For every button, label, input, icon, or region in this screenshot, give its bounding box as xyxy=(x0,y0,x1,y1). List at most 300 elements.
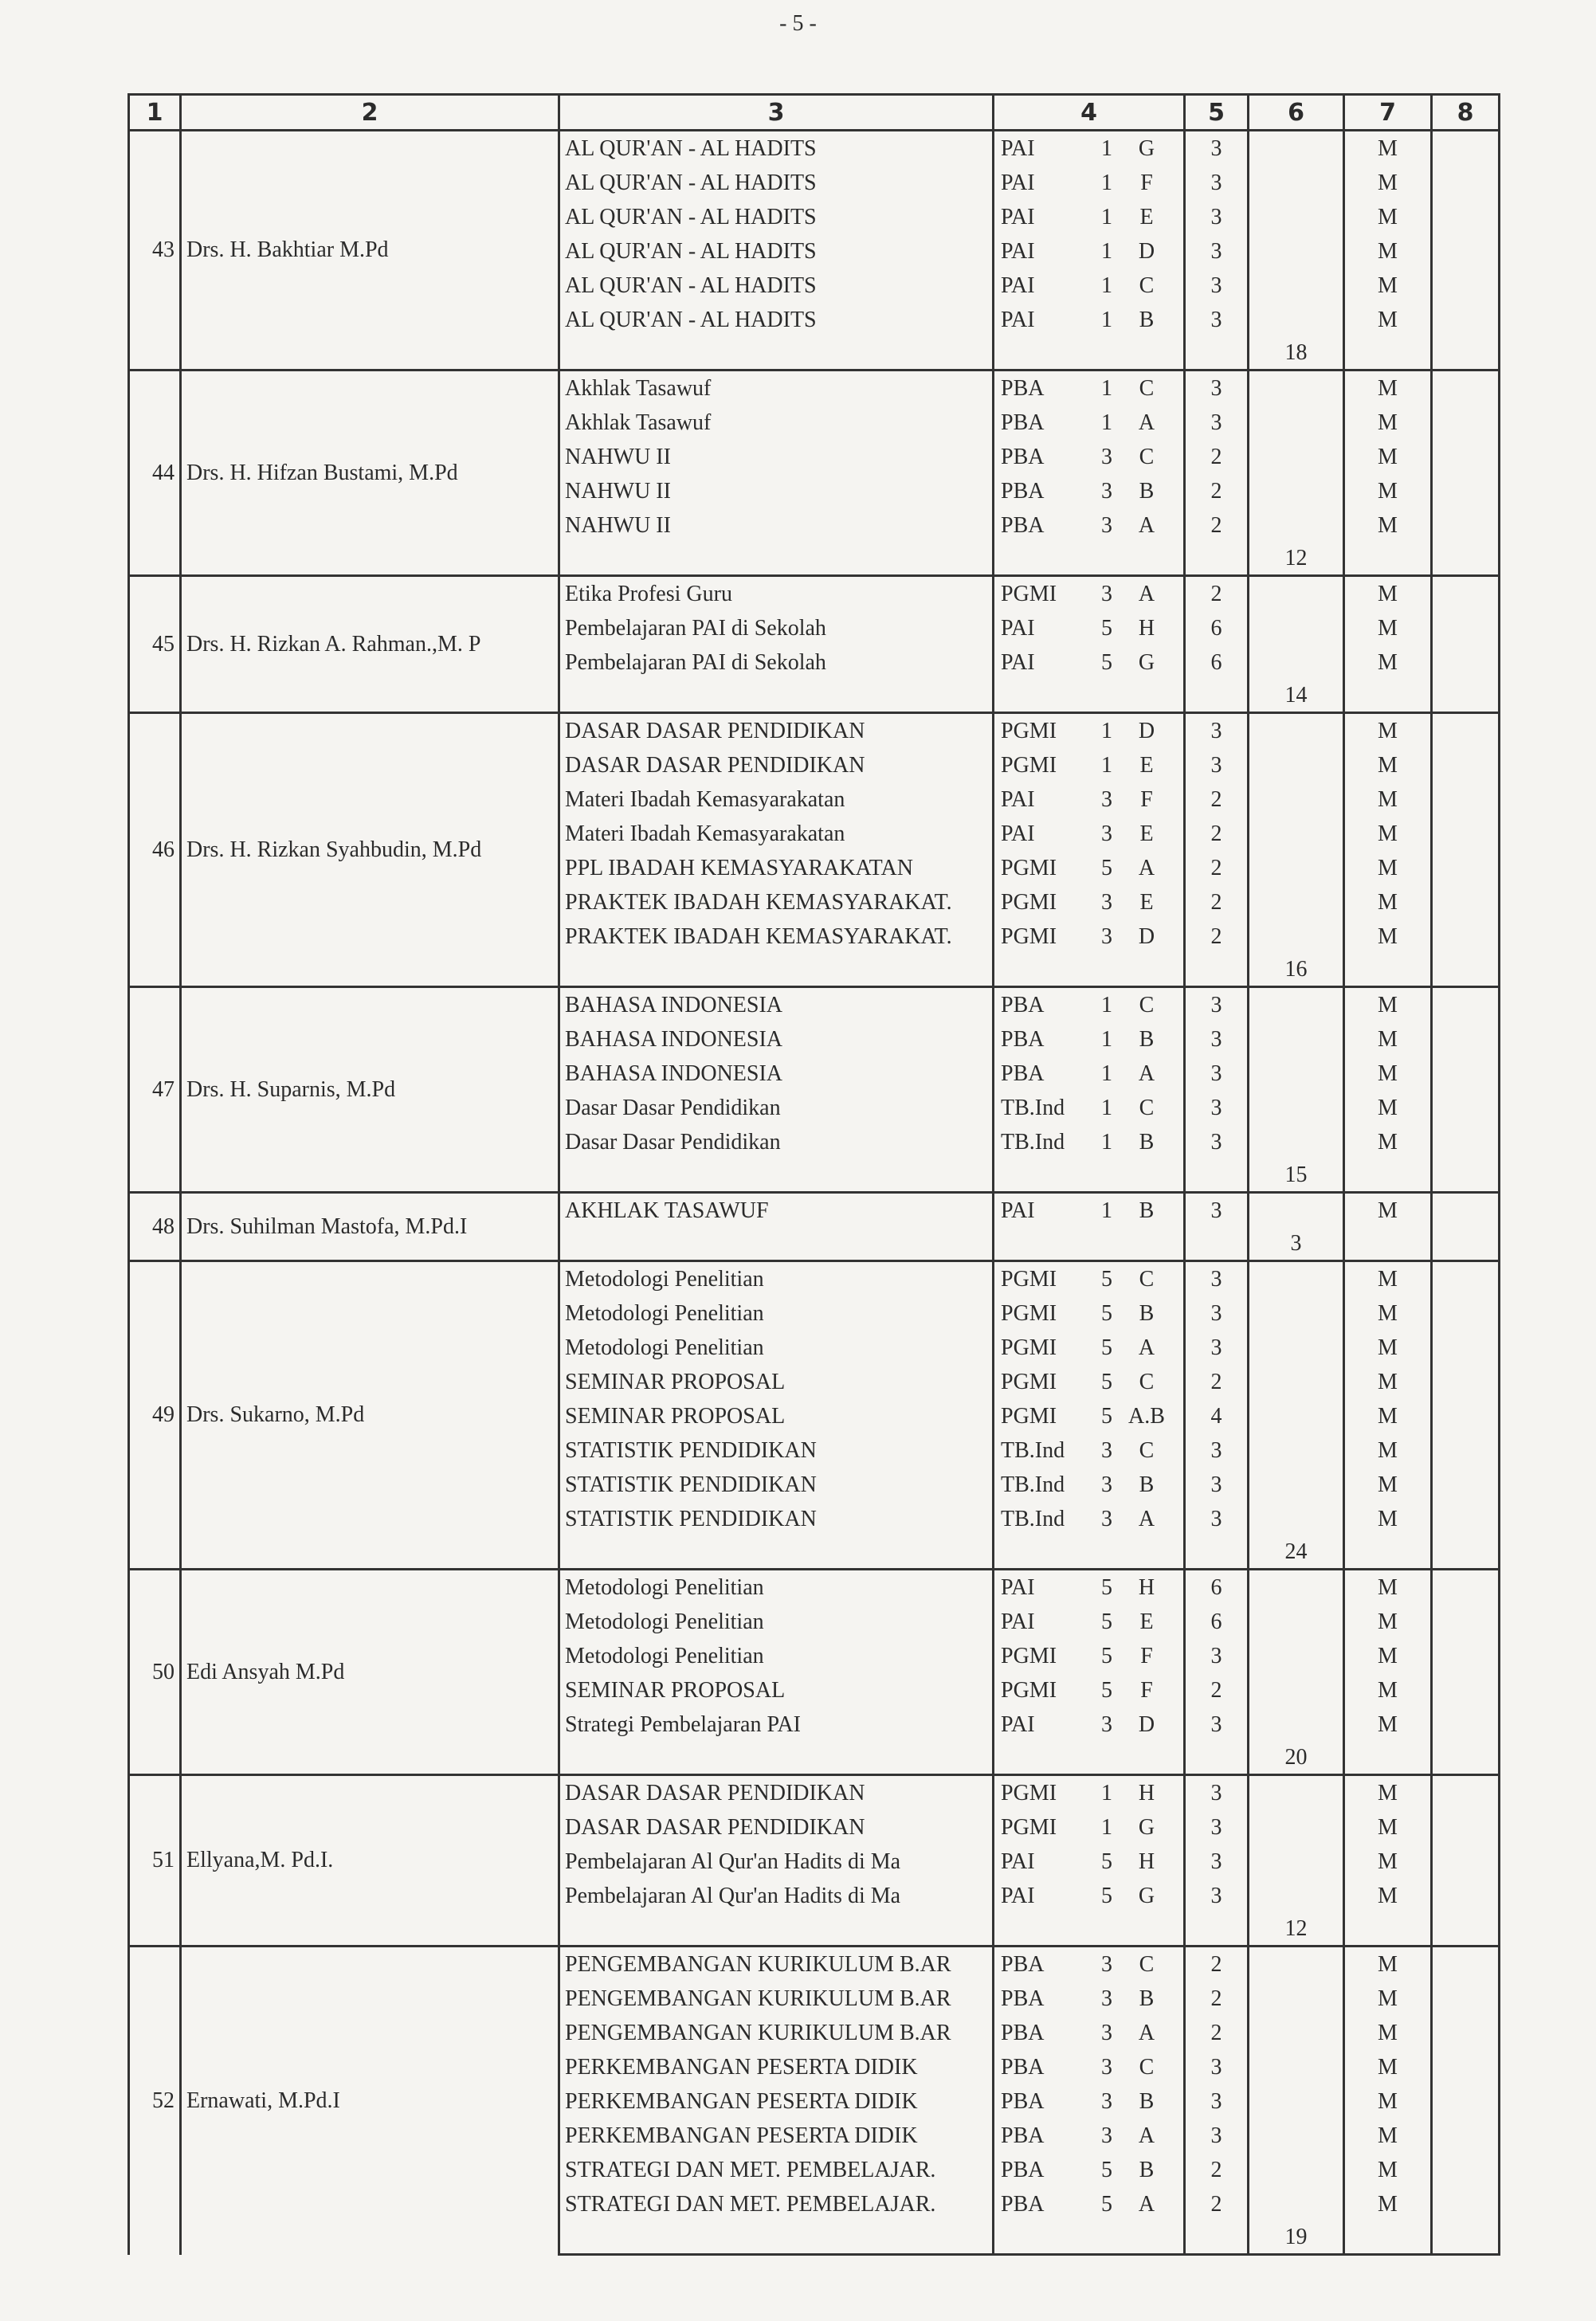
total-empty xyxy=(1249,2016,1344,2050)
class-code: H xyxy=(1138,1574,1155,1600)
total-spacer xyxy=(1185,1742,1249,1775)
class-code: H xyxy=(1138,615,1155,641)
study-program: PBA xyxy=(1001,992,1045,1017)
class-code: C xyxy=(1139,1437,1155,1463)
status-code: M xyxy=(1344,713,1432,749)
class-info xyxy=(994,1468,1185,1502)
status-code: M xyxy=(1344,885,1432,919)
class-info xyxy=(994,782,1185,817)
class-info xyxy=(994,2153,1185,2187)
semester: 5 xyxy=(1101,1643,1112,1668)
remarks-empty xyxy=(1432,303,1500,337)
total-empty xyxy=(1249,1879,1344,1913)
semester: 5 xyxy=(1101,855,1112,880)
credit-sks: 3 xyxy=(1185,1502,1249,1536)
class-info xyxy=(994,200,1185,234)
credit-sks: 3 xyxy=(1185,269,1249,303)
semester: 3 xyxy=(1101,581,1112,606)
total-spacer xyxy=(1185,1228,1249,1261)
remarks-empty xyxy=(1432,1502,1500,1536)
study-program: PAI xyxy=(1001,649,1035,675)
lecturer-name: Edi Ansyah M.Pd xyxy=(181,1570,559,1775)
remarks-empty xyxy=(1432,1125,1500,1159)
course-name: PENGEMBANGAN KURIKULUM B.AR xyxy=(559,2016,994,2050)
study-program: PGMI xyxy=(1001,752,1057,778)
credit-sks: 3 xyxy=(1185,303,1249,337)
remarks-empty xyxy=(1432,1775,1500,1811)
status-code: M xyxy=(1344,1570,1432,1605)
status-code: M xyxy=(1344,440,1432,474)
study-program: TB.Ind xyxy=(1001,1129,1065,1155)
remarks-empty xyxy=(1432,2187,1500,2221)
remarks-empty xyxy=(1432,1673,1500,1707)
class-code: C xyxy=(1139,1095,1155,1120)
total-spacer xyxy=(1344,680,1432,713)
remarks-empty xyxy=(1432,1570,1500,1605)
class-code: A xyxy=(1138,1506,1155,1531)
study-program: PBA xyxy=(1001,2088,1045,2114)
table-row xyxy=(129,713,1500,749)
total-empty xyxy=(1249,782,1344,817)
study-program: PAI xyxy=(1001,615,1035,641)
semester: 5 xyxy=(1101,1335,1112,1360)
class-info xyxy=(994,1433,1185,1468)
status-code: M xyxy=(1344,2084,1432,2119)
class-info xyxy=(994,474,1185,508)
total-empty xyxy=(1249,1193,1344,1229)
class-code: B xyxy=(1139,1300,1155,1326)
course-name: Akhlak Tasawuf xyxy=(559,406,994,440)
class-info xyxy=(994,1331,1185,1365)
course-name: PERKEMBANGAN PESERTA DIDIK xyxy=(559,2050,994,2084)
status-code: M xyxy=(1344,1296,1432,1331)
class-info xyxy=(994,1707,1185,1742)
class-code: F xyxy=(1140,1643,1153,1668)
study-program: TB.Ind xyxy=(1001,1506,1065,1531)
class-info xyxy=(994,303,1185,337)
class-info xyxy=(994,2016,1185,2050)
class-code: C xyxy=(1139,272,1155,298)
lecturer-number: 44 xyxy=(129,370,181,576)
lecturer-number: 47 xyxy=(129,987,181,1193)
course-name: DASAR DASAR PENDIDIKAN xyxy=(559,748,994,782)
semester: 5 xyxy=(1101,1266,1112,1292)
total-empty xyxy=(1249,2050,1344,2084)
credit-sks: 3 xyxy=(1185,2084,1249,2119)
class-info xyxy=(994,851,1185,885)
semester: 3 xyxy=(1101,786,1112,812)
semester: 3 xyxy=(1101,2123,1112,2148)
course-name: Pembelajaran Al Qur'an Hadits di Ma xyxy=(559,1845,994,1879)
lecturer-name: Drs. Suhilman Mastofa, M.Pd.I xyxy=(181,1193,559,1261)
semester: 1 xyxy=(1101,1026,1112,1052)
class-code: C xyxy=(1139,1369,1155,1394)
class-info xyxy=(994,508,1185,543)
course-name: SEMINAR PROPOSAL xyxy=(559,1673,994,1707)
study-program: TB.Ind xyxy=(1001,1437,1065,1463)
status-code: M xyxy=(1344,1775,1432,1811)
class-code: B xyxy=(1139,1198,1155,1223)
course-name: Strategi Pembelajaran PAI xyxy=(559,1707,994,1742)
semester: 1 xyxy=(1101,135,1112,161)
total-spacer xyxy=(559,1742,994,1775)
status-code: M xyxy=(1344,2153,1432,2187)
remarks-empty xyxy=(1432,919,1500,954)
remarks-empty xyxy=(1432,370,1500,406)
credit-sks: 4 xyxy=(1185,1399,1249,1433)
total-empty xyxy=(1249,406,1344,440)
remarks-empty xyxy=(1432,2153,1500,2187)
credit-sks: 2 xyxy=(1185,851,1249,885)
class-info xyxy=(994,2084,1185,2119)
class-code: B xyxy=(1139,307,1155,332)
status-code: M xyxy=(1344,1057,1432,1091)
class-code: H xyxy=(1138,1849,1155,1874)
study-program: PAI xyxy=(1001,1711,1035,1737)
credit-sks: 3 xyxy=(1185,406,1249,440)
study-program: PBA xyxy=(1001,1061,1045,1086)
total-spacer xyxy=(1185,680,1249,713)
study-program: PBA xyxy=(1001,375,1045,401)
table-row xyxy=(129,576,1500,612)
credit-sks: 3 xyxy=(1185,1639,1249,1673)
status-code: M xyxy=(1344,1879,1432,1913)
status-code: M xyxy=(1344,1331,1432,1365)
total-empty xyxy=(1249,1433,1344,1468)
semester: 3 xyxy=(1101,2054,1112,2080)
total-empty xyxy=(1249,131,1344,167)
status-code: M xyxy=(1344,2119,1432,2153)
lecturer-number: 48 xyxy=(129,1193,181,1261)
study-program: PAI xyxy=(1001,238,1035,264)
total-spacer xyxy=(1344,337,1432,370)
semester: 3 xyxy=(1101,821,1112,846)
semester: 1 xyxy=(1101,1061,1112,1086)
class-code: A xyxy=(1138,410,1155,435)
class-code: B xyxy=(1139,478,1155,504)
credit-sks: 2 xyxy=(1185,919,1249,954)
semester: 5 xyxy=(1101,1574,1112,1600)
total-spacer xyxy=(1432,680,1500,713)
class-code: A xyxy=(1138,512,1155,538)
header-col-1: 1 xyxy=(129,95,181,131)
class-info xyxy=(994,1057,1185,1091)
total-empty xyxy=(1249,1331,1344,1365)
header-col-3: 3 xyxy=(559,95,994,131)
course-name: STRATEGI DAN MET. PEMBELAJAR. xyxy=(559,2187,994,2221)
status-code: M xyxy=(1344,1502,1432,1536)
credit-sks: 3 xyxy=(1185,166,1249,200)
credit-sks: 3 xyxy=(1185,1091,1249,1125)
study-program: PBA xyxy=(1001,1026,1045,1052)
remarks-empty xyxy=(1432,131,1500,167)
class-code: C xyxy=(1139,2054,1155,2080)
remarks-empty xyxy=(1432,713,1500,749)
class-code: F xyxy=(1140,170,1153,195)
course-name: NAHWU II xyxy=(559,508,994,543)
total-credits: 12 xyxy=(1249,543,1344,576)
remarks-empty xyxy=(1432,406,1500,440)
class-info xyxy=(994,919,1185,954)
total-spacer xyxy=(559,1159,994,1193)
total-empty xyxy=(1249,1057,1344,1091)
lecturer-name: Ernawati, M.Pd.I xyxy=(181,1947,559,2255)
course-name: PRAKTEK IBADAH KEMASYARAKAT. xyxy=(559,919,994,954)
course-name: Metodologi Penelitian xyxy=(559,1605,994,1639)
remarks-empty xyxy=(1432,2016,1500,2050)
class-info xyxy=(994,1775,1185,1811)
study-program: PAI xyxy=(1001,1883,1035,1908)
status-code: M xyxy=(1344,1022,1432,1057)
semester: 1 xyxy=(1101,1780,1112,1805)
semester: 5 xyxy=(1101,615,1112,641)
total-spacer xyxy=(1344,1742,1432,1775)
semester: 3 xyxy=(1101,1986,1112,2011)
study-program: PGMI xyxy=(1001,1266,1057,1292)
class-code: E xyxy=(1139,821,1154,846)
lecturer-name: Drs. H. Rizkan Syahbudin, M.Pd xyxy=(181,713,559,987)
study-program: PAI xyxy=(1001,786,1035,812)
study-program: PAI xyxy=(1001,170,1035,195)
remarks-empty xyxy=(1432,1810,1500,1845)
total-empty xyxy=(1249,508,1344,543)
course-name: Materi Ibadah Kemasyarakatan xyxy=(559,817,994,851)
status-code: M xyxy=(1344,782,1432,817)
header-col-8: 8 xyxy=(1432,95,1500,131)
header-col-5: 5 xyxy=(1185,95,1249,131)
total-spacer xyxy=(994,954,1185,987)
study-program: PBA xyxy=(1001,2157,1045,2182)
remarks-empty xyxy=(1432,1707,1500,1742)
class-info xyxy=(994,1845,1185,1879)
remarks-empty xyxy=(1432,645,1500,680)
total-spacer xyxy=(1344,1159,1432,1193)
class-code: B xyxy=(1139,2088,1155,2114)
study-program: PBA xyxy=(1001,478,1045,504)
remarks-empty xyxy=(1432,2050,1500,2084)
total-spacer xyxy=(1432,1228,1500,1261)
lecturer-number: 45 xyxy=(129,576,181,713)
class-info xyxy=(994,987,1185,1023)
status-code: M xyxy=(1344,1673,1432,1707)
remarks-empty xyxy=(1432,1947,1500,1982)
status-code: M xyxy=(1344,234,1432,269)
class-info xyxy=(994,1879,1185,1913)
class-info xyxy=(994,1022,1185,1057)
course-name: Materi Ibadah Kemasyarakatan xyxy=(559,782,994,817)
class-code: B xyxy=(1139,1986,1155,2011)
semester: 3 xyxy=(1101,2020,1112,2045)
credit-sks: 3 xyxy=(1185,1775,1249,1811)
total-empty xyxy=(1249,2187,1344,2221)
total-spacer xyxy=(1432,1536,1500,1570)
class-info xyxy=(994,2050,1185,2084)
total-spacer xyxy=(994,1536,1185,1570)
lecturer-name: Drs. H. Hifzan Bustami, M.Pd xyxy=(181,370,559,576)
total-spacer xyxy=(994,543,1185,576)
class-info xyxy=(994,817,1185,851)
credit-sks: 6 xyxy=(1185,1570,1249,1605)
semester: 5 xyxy=(1101,1300,1112,1326)
class-code: C xyxy=(1139,992,1155,1017)
course-name: DASAR DASAR PENDIDIKAN xyxy=(559,713,994,749)
course-name: BAHASA INDONESIA xyxy=(559,987,994,1023)
study-program: PGMI xyxy=(1001,1369,1057,1394)
lecturer-number: 50 xyxy=(129,1570,181,1775)
semester: 5 xyxy=(1101,2191,1112,2217)
total-spacer xyxy=(1185,954,1249,987)
total-spacer xyxy=(559,680,994,713)
class-code: G xyxy=(1138,1883,1155,1908)
remarks-empty xyxy=(1432,748,1500,782)
remarks-empty xyxy=(1432,474,1500,508)
study-program: TB.Ind xyxy=(1001,1095,1065,1120)
course-name: NAHWU II xyxy=(559,474,994,508)
status-code: M xyxy=(1344,611,1432,645)
class-info xyxy=(994,1570,1185,1605)
total-spacer xyxy=(559,543,994,576)
study-program: PBA xyxy=(1001,512,1045,538)
course-name: Metodologi Penelitian xyxy=(559,1261,994,1297)
total-empty xyxy=(1249,1022,1344,1057)
course-name: PENGEMBANGAN KURIKULUM B.AR xyxy=(559,1947,994,1982)
total-empty xyxy=(1249,303,1344,337)
total-empty xyxy=(1249,645,1344,680)
credit-sks: 3 xyxy=(1185,1057,1249,1091)
study-program: PGMI xyxy=(1001,923,1057,949)
status-code: M xyxy=(1344,748,1432,782)
credit-sks: 3 xyxy=(1185,1707,1249,1742)
status-code: M xyxy=(1344,200,1432,234)
class-info xyxy=(994,269,1185,303)
semester: 5 xyxy=(1101,1369,1112,1394)
course-name: STRATEGI DAN MET. PEMBELAJAR. xyxy=(559,2153,994,2187)
class-info xyxy=(994,611,1185,645)
total-credits: 20 xyxy=(1249,1742,1344,1775)
credit-sks: 2 xyxy=(1185,2153,1249,2187)
course-name: Pembelajaran PAI di Sekolah xyxy=(559,611,994,645)
total-empty xyxy=(1249,1673,1344,1707)
total-spacer xyxy=(994,680,1185,713)
status-code: M xyxy=(1344,131,1432,167)
semester: 1 xyxy=(1101,1814,1112,1840)
total-empty xyxy=(1249,2119,1344,2153)
course-name: PERKEMBANGAN PESERTA DIDIK xyxy=(559,2084,994,2119)
class-info xyxy=(994,1125,1185,1159)
study-program: PBA xyxy=(1001,2054,1045,2080)
class-info xyxy=(994,1365,1185,1399)
credit-sks: 3 xyxy=(1185,1810,1249,1845)
remarks-empty xyxy=(1432,166,1500,200)
total-spacer xyxy=(994,2221,1185,2255)
study-program: PAI xyxy=(1001,1574,1035,1600)
lecturer-name: Drs. H. Suparnis, M.Pd xyxy=(181,987,559,1193)
total-empty xyxy=(1249,817,1344,851)
remarks-empty xyxy=(1432,1982,1500,2016)
course-name: STATISTIK PENDIDIKAN xyxy=(559,1468,994,1502)
total-credits: 18 xyxy=(1249,337,1344,370)
course-name: BAHASA INDONESIA xyxy=(559,1022,994,1057)
status-code: M xyxy=(1344,1261,1432,1297)
study-program: PAI xyxy=(1001,821,1035,846)
semester: 5 xyxy=(1101,2157,1112,2182)
class-info xyxy=(994,440,1185,474)
class-code: G xyxy=(1138,649,1155,675)
course-name: PERKEMBANGAN PESERTA DIDIK xyxy=(559,2119,994,2153)
class-info xyxy=(994,406,1185,440)
status-code: M xyxy=(1344,406,1432,440)
total-spacer xyxy=(559,1228,994,1261)
total-credits: 16 xyxy=(1249,954,1344,987)
total-empty xyxy=(1249,1810,1344,1845)
status-code: M xyxy=(1344,1193,1432,1229)
study-program: PBA xyxy=(1001,1986,1045,2011)
total-spacer xyxy=(1432,954,1500,987)
total-spacer xyxy=(1344,1228,1432,1261)
study-program: PAI xyxy=(1001,1849,1035,1874)
course-name: DASAR DASAR PENDIDIKAN xyxy=(559,1810,994,1845)
semester: 1 xyxy=(1101,992,1112,1017)
total-spacer xyxy=(559,954,994,987)
total-spacer xyxy=(1344,543,1432,576)
total-empty xyxy=(1249,1502,1344,1536)
total-credits: 12 xyxy=(1249,1913,1344,1947)
class-info xyxy=(994,1947,1185,1982)
total-spacer xyxy=(1432,1742,1500,1775)
remarks-empty xyxy=(1432,1399,1500,1433)
credit-sks: 3 xyxy=(1185,1331,1249,1365)
remarks-empty xyxy=(1432,200,1500,234)
class-code: C xyxy=(1139,1266,1155,1292)
class-code: F xyxy=(1140,786,1153,812)
table-row xyxy=(129,987,1500,1023)
credit-sks: 6 xyxy=(1185,645,1249,680)
class-info xyxy=(994,2187,1185,2221)
total-spacer xyxy=(559,1913,994,1947)
total-empty xyxy=(1249,851,1344,885)
study-program: PBA xyxy=(1001,410,1045,435)
table-row xyxy=(129,1570,1500,1605)
class-code: G xyxy=(1138,135,1155,161)
remarks-empty xyxy=(1432,987,1500,1023)
status-code: M xyxy=(1344,1468,1432,1502)
course-name: Metodologi Penelitian xyxy=(559,1639,994,1673)
study-program: PAI xyxy=(1001,272,1035,298)
status-code: M xyxy=(1344,817,1432,851)
class-code: A.B xyxy=(1128,1403,1165,1429)
total-empty xyxy=(1249,1707,1344,1742)
class-info xyxy=(994,131,1185,167)
teaching-load-table xyxy=(127,93,1500,2256)
course-name: NAHWU II xyxy=(559,440,994,474)
status-code: M xyxy=(1344,1433,1432,1468)
class-code: A xyxy=(1138,2123,1155,2148)
course-name: Etika Profesi Guru xyxy=(559,576,994,612)
credit-sks: 2 xyxy=(1185,1673,1249,1707)
class-code: E xyxy=(1139,889,1154,915)
remarks-empty xyxy=(1432,234,1500,269)
course-name: AL QUR'AN - AL HADITS xyxy=(559,166,994,200)
credit-sks: 2 xyxy=(1185,2016,1249,2050)
status-code: M xyxy=(1344,1605,1432,1639)
status-code: M xyxy=(1344,1707,1432,1742)
class-info xyxy=(994,748,1185,782)
status-code: M xyxy=(1344,1125,1432,1159)
remarks-empty xyxy=(1432,885,1500,919)
total-empty xyxy=(1249,1468,1344,1502)
total-empty xyxy=(1249,200,1344,234)
status-code: M xyxy=(1344,919,1432,954)
